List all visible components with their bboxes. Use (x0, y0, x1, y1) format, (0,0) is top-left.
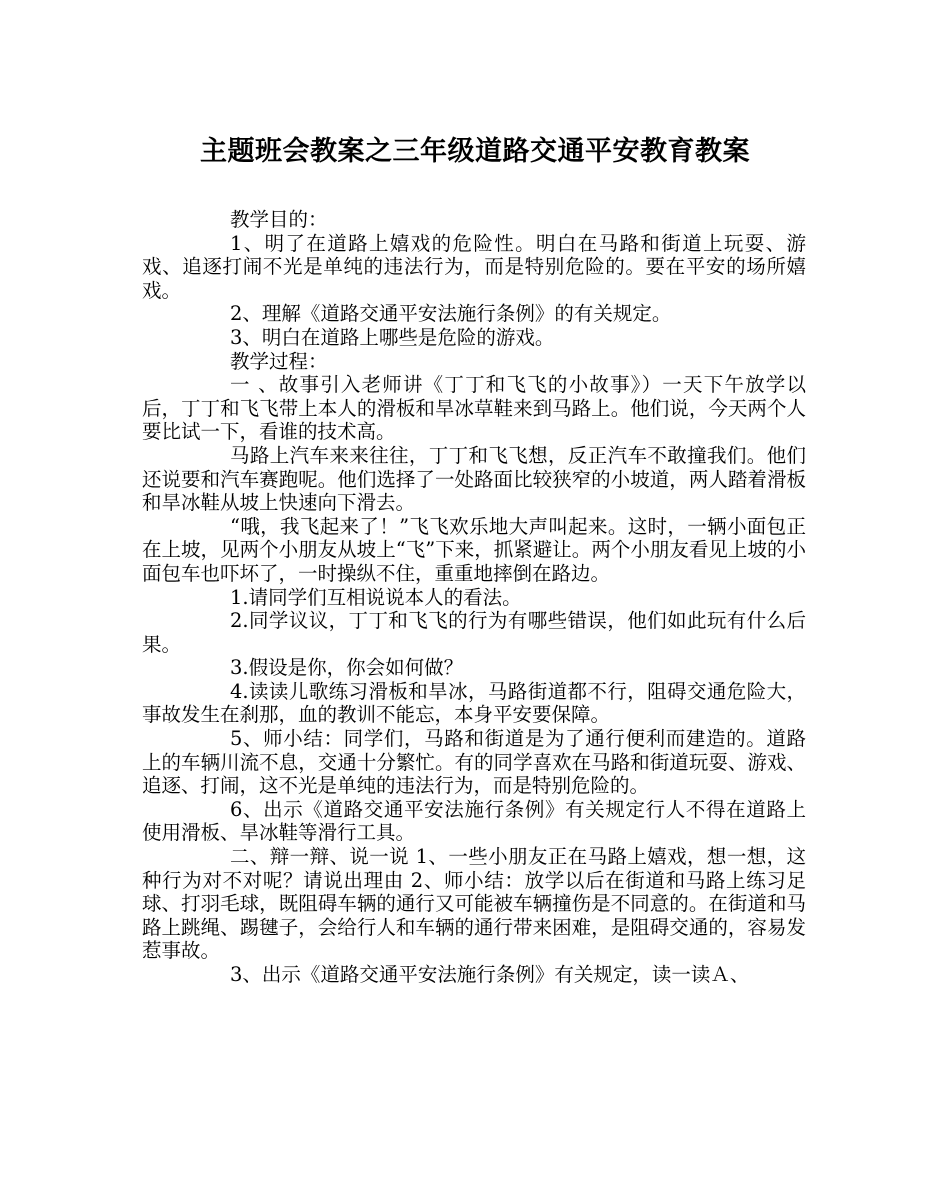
paragraph: 6、出示《道路交通平安法施行条例》有关规定行人不得在道路上使用滑板、旱冰鞋等滑行工具。 (142, 797, 806, 845)
paragraph: 一 、故事引入老师讲《丁丁和飞飞的小故事》）一天下午放学以后，丁丁和飞飞带上本人的滑板和旱冰草鞋来到马路上。他们说，今天两个人要比试一下，看谁的技术高。 (142, 373, 806, 444)
paragraph: 3、出示《道路交通平安法施行条例》有关规定，读一读Ａ、 (230, 963, 750, 986)
paragraph: 2、理解《道路交通平安法施行条例》的有关规定。 (230, 302, 672, 326)
paragraph: 4.读读儿歌练习滑板和旱冰，马路街道都不行，阻碍交通危险大，事故发生在刹那，血的教训不能忘，本身平安要保障。 (142, 679, 806, 727)
paragraph: 1、明了在道路上嬉戏的危险性。明白在马路和街道上玩耍、游戏、追逐打闹不光是单纯的违法行为，而是特别危险的。要在平安的场所嬉戏。 (142, 231, 806, 302)
paragraph: 3、明白在道路上哪些是危险的游戏。 (230, 325, 555, 349)
paragraph: 教学目的： (230, 208, 328, 231)
paragraph: “哦，我飞起来了！”飞飞欢乐地大声叫起来。这时，一辆小面包正在上坡，见两个小朋友从坡上“飞”下来，抓紧避让。两个小朋友看见上坡的小面包车也吓坏了，一时操纵不住，重重地摔倒在路边。 (142, 514, 806, 585)
paragraph: 5、师小结：同学们，马路和街道是为了通行便利而建造的。道路上的车辆川流不息，交通十分繁忙。有的同学喜欢在马路和街道玩耍、游戏、追逐、打闹，这不光是单纯的违法行为，而是特别危险的。 (142, 727, 806, 798)
paragraph: 马路上汽车来来往往，丁丁和飞飞想，反正汽车不敢撞我们。他们还说要和汽车赛跑呢。他们选择了一处路面比较狭窄的小坡道，两人踏着滑板和旱冰鞋从坡上快速向下滑去。 (142, 443, 806, 515)
paragraph: 二、辩一辩、说一说 1、一些小朋友正在马路上嬉戏，想一想，这种行为对不对呢？请说出理由 2、师小结：放学以后在街道和马路上练习足球、打羽毛球，既阻碍车辆的通行又可能被车辆撞伤是不同意的。在街道和马路上跳绳、踢毽子，会给行人和车辆的通行带来困难，是阻碍交通的，容易发惹事故。 (142, 845, 806, 963)
paragraph: 1.请同学们互相说说本人的看法。 (230, 585, 522, 609)
paragraph: 2.同学议议，丁丁和飞飞的行为有哪些错误，他们如此玩有什么后果。 (142, 609, 806, 656)
paragraph: 教学过程： (230, 349, 328, 373)
document-body (142, 208, 806, 987)
document-title: 主题班会教案之三年级道路交通平安教育教案 (200, 136, 750, 167)
paragraph: 3.假设是你，你会如何做？ (230, 656, 464, 680)
